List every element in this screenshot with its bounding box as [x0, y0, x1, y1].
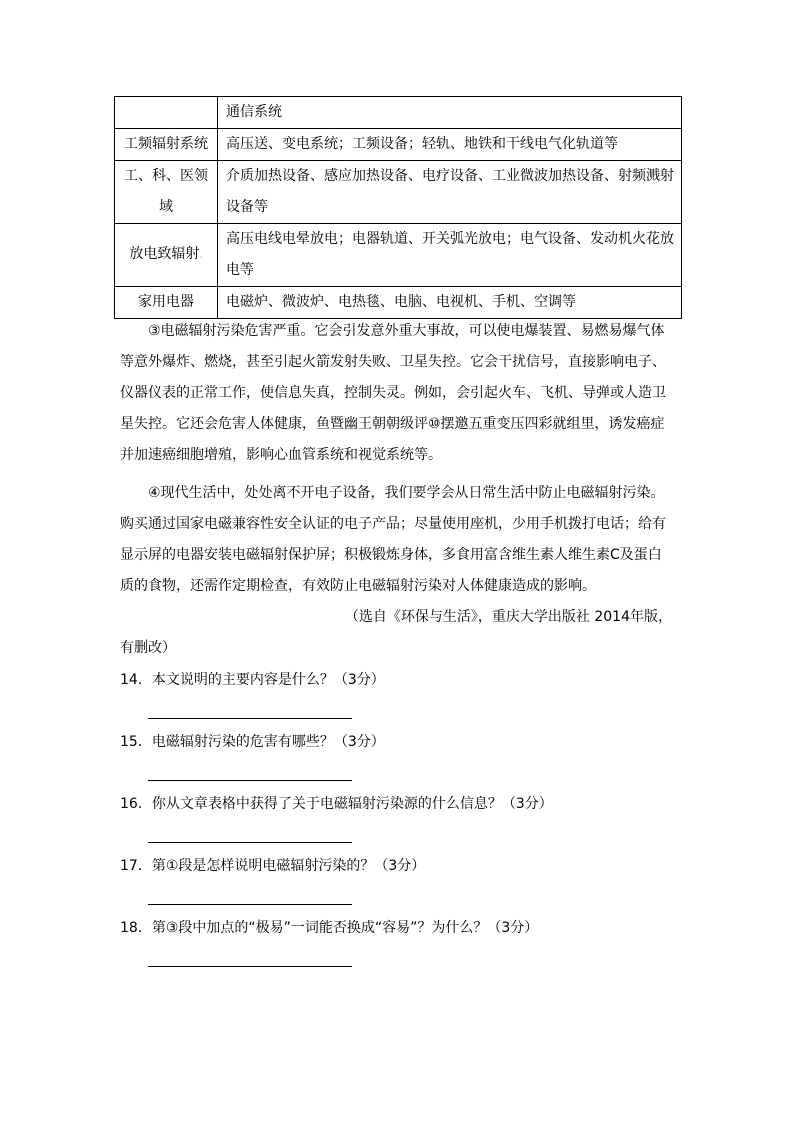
source-citation: （选自《环保与生活》，重庆大学出版社 2014年版， [344, 609, 672, 625]
table-cell-items: 介质加热设备、感应加热设备、电疗设备、工业微波加热设备、射频溅射 设备等 [218, 161, 682, 224]
answer-line-15[interactable] [148, 780, 352, 781]
source-citation-cont: 有删改） [120, 640, 176, 656]
emphasis-dot-icon: . [199, 250, 203, 261]
table-cell-items: 通信系统 [218, 97, 682, 129]
answer-line-17[interactable] [148, 904, 352, 905]
question-14: 14．本文说明的主要内容是什么？（3分） [120, 672, 385, 688]
table-row [115, 224, 682, 287]
answer-line-18[interactable] [148, 966, 352, 967]
question-17: 17．第①段是怎样说明电磁辐射污染的？（3分） [120, 858, 426, 874]
table-cell-source: 工、科、医领 域 [115, 161, 218, 224]
table-cell-source [115, 97, 218, 129]
question-18: 18．第③段中加点的“极易”一词能否换成“容易”？为什么？（3分） [120, 920, 539, 936]
paragraph-4: ④现代生活中，处处离不开电子设备，我们要学会从日常生活中防止电磁辐射污染。 购买通过国家电磁兼容性安全认证的电子产品；尽量使用座机，少用手机拨打电话；给有 显示屏的电器安装电磁辐射保护屏；积极锻炼身体，多食用富含维生素人维生素C及蛋白 质的食物，还需作定期检查，有效防止电磁辐射污染对人体健康造成的影响。 [120, 485, 666, 594]
table-row [115, 161, 682, 224]
answer-line-16[interactable] [148, 842, 352, 843]
table-cell-source: 工频辐射系统 [115, 129, 218, 161]
table-row [115, 129, 682, 161]
table-row [115, 97, 682, 129]
table-cell-items: 高压电线电晕放电；电器轨道、开关弧光放电；电气设备、发动机火花放 电等 [218, 224, 682, 287]
table-cell-source: 家用电器 [115, 287, 218, 319]
answer-line-14[interactable] [148, 718, 352, 719]
question-16: 16．你从文章表格中获得了关于电磁辐射污染源的什么信息？（3分） [120, 796, 553, 812]
paragraph-3: ③电磁辐射污染危害严重。它会引发意外重大事故，可以使电爆装置、易燃易爆气体 等意外爆炸、燃烧，甚至引起火箭发射失败、卫星失控。它会干扰信号，直接影响电子、 仪器仪表的正常工作，使信息失真，控制失灵。例如，会引起火车、飞机、导弹或人造卫 星失控。它还会危害人体健康，鱼暨幽王朝朝级评⑩摆邀五重变压四彩就组里，诱发癌症 并加速癌细胞增殖，影响心血管系统和视觉系统等。 [120, 323, 666, 463]
radiation-source-table [114, 96, 682, 319]
table-row [115, 287, 682, 319]
table-cell-source: 放电致辐射. [115, 224, 218, 287]
table-cell-items: 高压送、变电系统；工频设备；轻轨、地铁和干线电气化轨道等 [218, 129, 682, 161]
question-15: 15．电磁辐射污染的危害有哪些？（3分） [120, 734, 385, 750]
table-cell-items: 电磁炉、微波炉、电热毯、电脑、电视机、手机、空调等 [218, 287, 682, 319]
